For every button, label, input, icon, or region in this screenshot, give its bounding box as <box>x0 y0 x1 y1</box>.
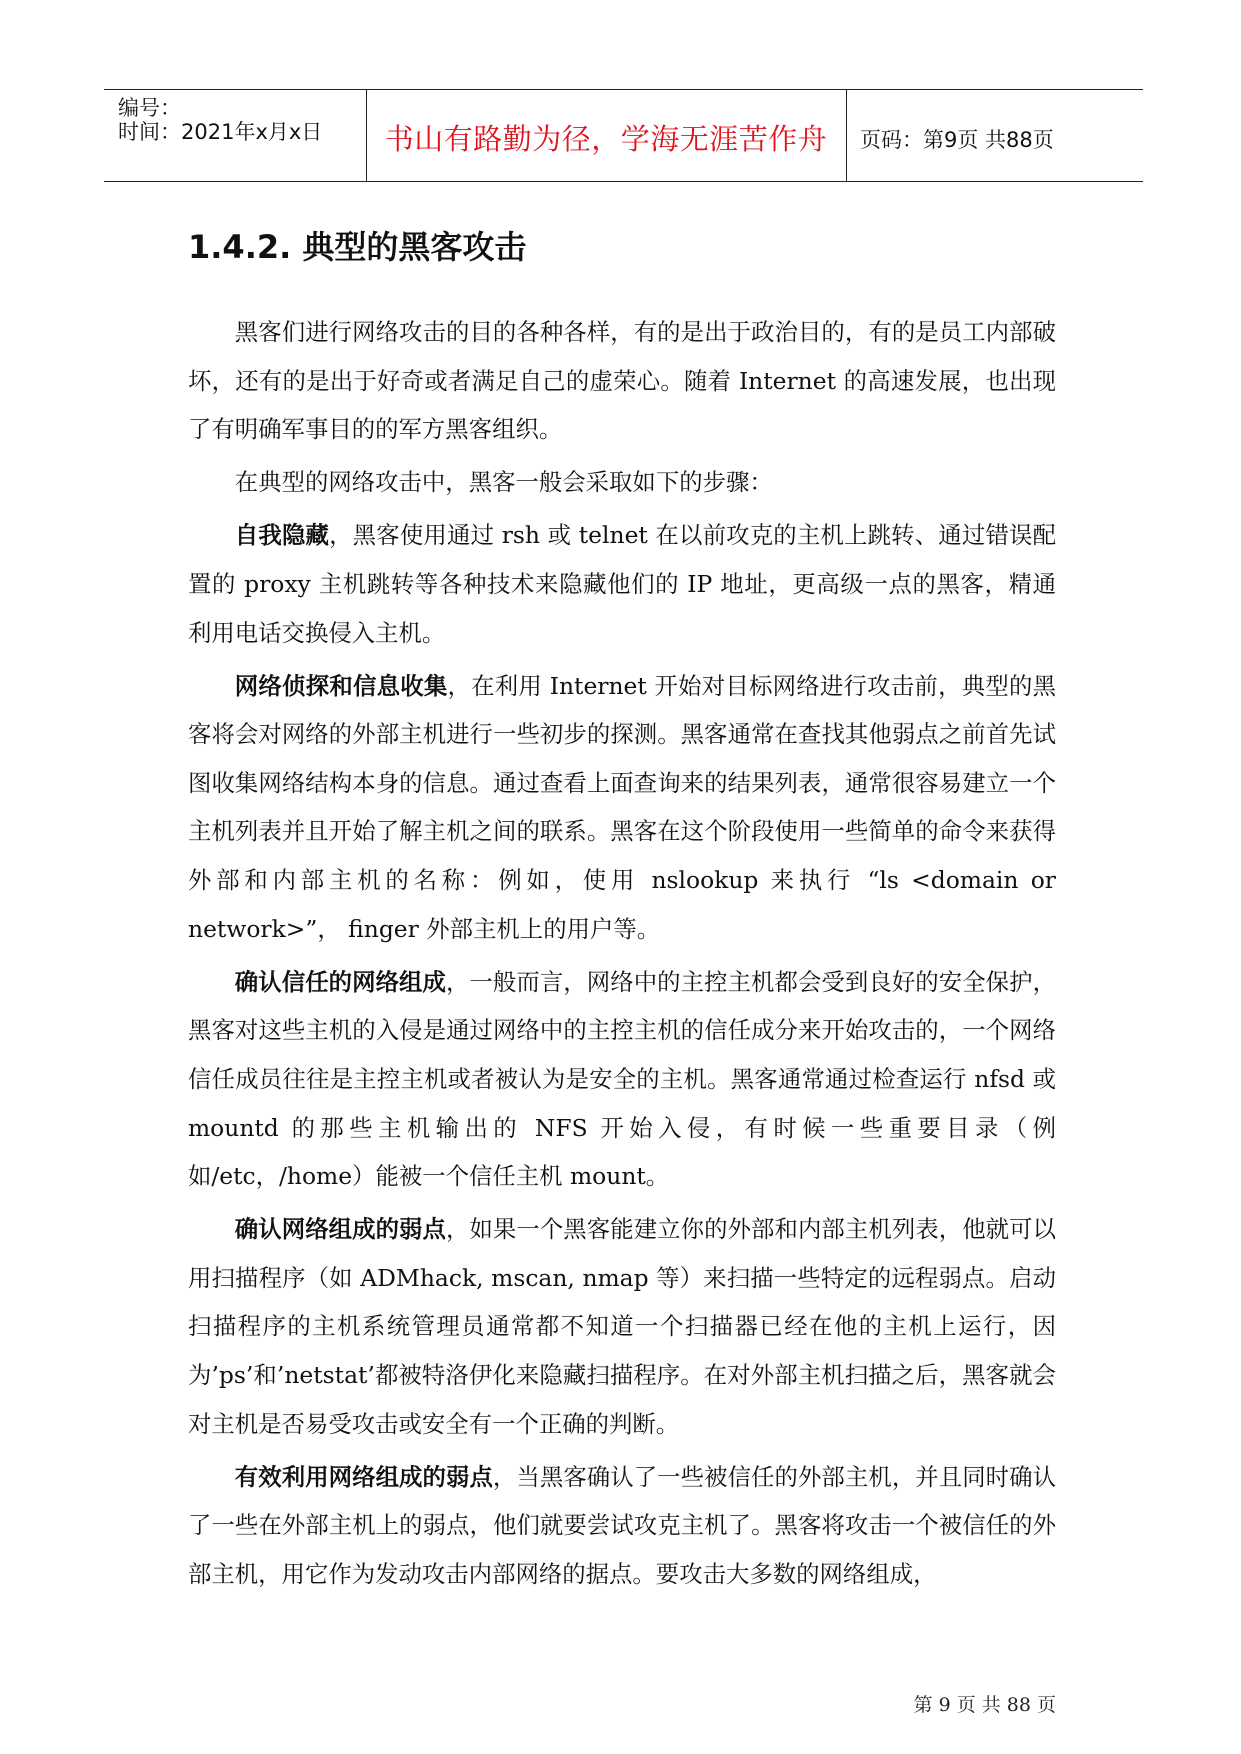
document-number-label: 编号： <box>118 96 181 120</box>
paragraph-text: ，在利用 Internet 开始对目标网络进行攻击前，典型的黑客将会对网络的外部主机进行一些初步的探测。黑客通常在查找其他弱点之前首先试图收集网络结构本身的信息。通过查看上面查询来的结果列表，通常很容易建立一个主机列表并且开始了解主机之间的联系。黑客在这个阶段使用一些简单的命令来获得外部和内部主机的名称：例如，使用 nslookup 来执行 “ls <domain or network>”， finger 外部主机上的用户等。 <box>188 671 1056 943</box>
paragraph <box>188 1453 1056 1599</box>
header-motto-cell <box>366 90 847 181</box>
paragraph <box>188 308 1056 454</box>
header-page-cell <box>846 90 1143 181</box>
paragraph <box>188 1205 1056 1448</box>
header-motto: 书山有路勤为径，学海无涯苦作舟 <box>384 122 828 156</box>
paragraph-lead: 确认网络组成的弱点 <box>234 1215 446 1244</box>
page-footer: 第 9 页 共 88 页 <box>913 1694 1056 1716</box>
body-text <box>188 308 1056 1603</box>
paragraph-lead: 有效利用网络组成的弱点 <box>234 1462 493 1491</box>
header-page-info: 页码：第9页 共88页 <box>860 128 1054 152</box>
section-title: 1.4.2. 典型的黑客攻击 <box>188 228 527 266</box>
paragraph-text: ，一般而言，网络中的主控主机都会受到良好的安全保护，黑客对这些主机的入侵是通过网络中的主控主机的信任成分来开始攻击的，一个网络信任成员往往是主控主机或者被认为是安全的主机。黑客通常通过检查运行 nfsd 或 mountd 的那些主机输出的 NFS 开始入侵，有时候一些重要目录（例如/etc，/home）能被一个信任主机 mount。 <box>188 967 1056 1191</box>
paragraph-lead: 确认信任的网络组成 <box>234 967 446 996</box>
document-header <box>104 89 1143 182</box>
paragraph-text: ，黑客使用通过 rsh 或 telnet 在以前攻克的主机上跳转、通过错误配置的 proxy 主机跳转等各种技术来隐藏他们的 IP 地址，更高级一点的黑客，精通利用电话交换侵入主机。 <box>188 521 1056 647</box>
paragraph-text: ，如果一个黑客能建立你的外部和内部主机列表，他就可以用扫描程序（如 ADMhack, mscan, nmap 等）来扫描一些特定的远程弱点。启动扫描程序的主机系统管理员通常都不知道一个扫描器已经在他的主机上运行，因为’ps’和’netstat’都被特洛伊化来隐藏扫描程序。在对外部主机扫描之后，黑客就会对主机是否易受攻击或安全有一个正确的判断。 <box>188 1215 1056 1438</box>
paragraph-text: 在典型的网络攻击中，黑客一般会采取如下的步骤： <box>234 468 773 497</box>
paragraph-text: ，当黑客确认了一些被信任的外部主机，并且同时确认了一些在外部主机上的弱点，他们就要尝试攻克主机了。黑客将攻击一个被信任的外部主机，用它作为发动攻击内部网络的据点。要攻击大多数的网络组成， <box>188 1462 1057 1588</box>
paragraph-text: 黑客们进行网络攻击的目的各种各样，有的是出于政治目的，有的是员工内部破坏，还有的是出于好奇或者满足自己的虚荣心。随着 Internet 的高速发展，也出现了有明确军事目的的军方黑客组织。 <box>188 318 1056 444</box>
paragraph <box>188 458 1056 507</box>
paragraph <box>188 662 1056 954</box>
paragraph-lead: 自我隐藏 <box>234 521 330 550</box>
paragraph <box>188 958 1056 1201</box>
document-time-label: 时间：2021年x月x日 <box>118 120 323 144</box>
paragraph-lead: 网络侦探和信息收集 <box>234 671 448 700</box>
paragraph <box>188 511 1056 657</box>
header-meta-cell <box>104 90 367 181</box>
